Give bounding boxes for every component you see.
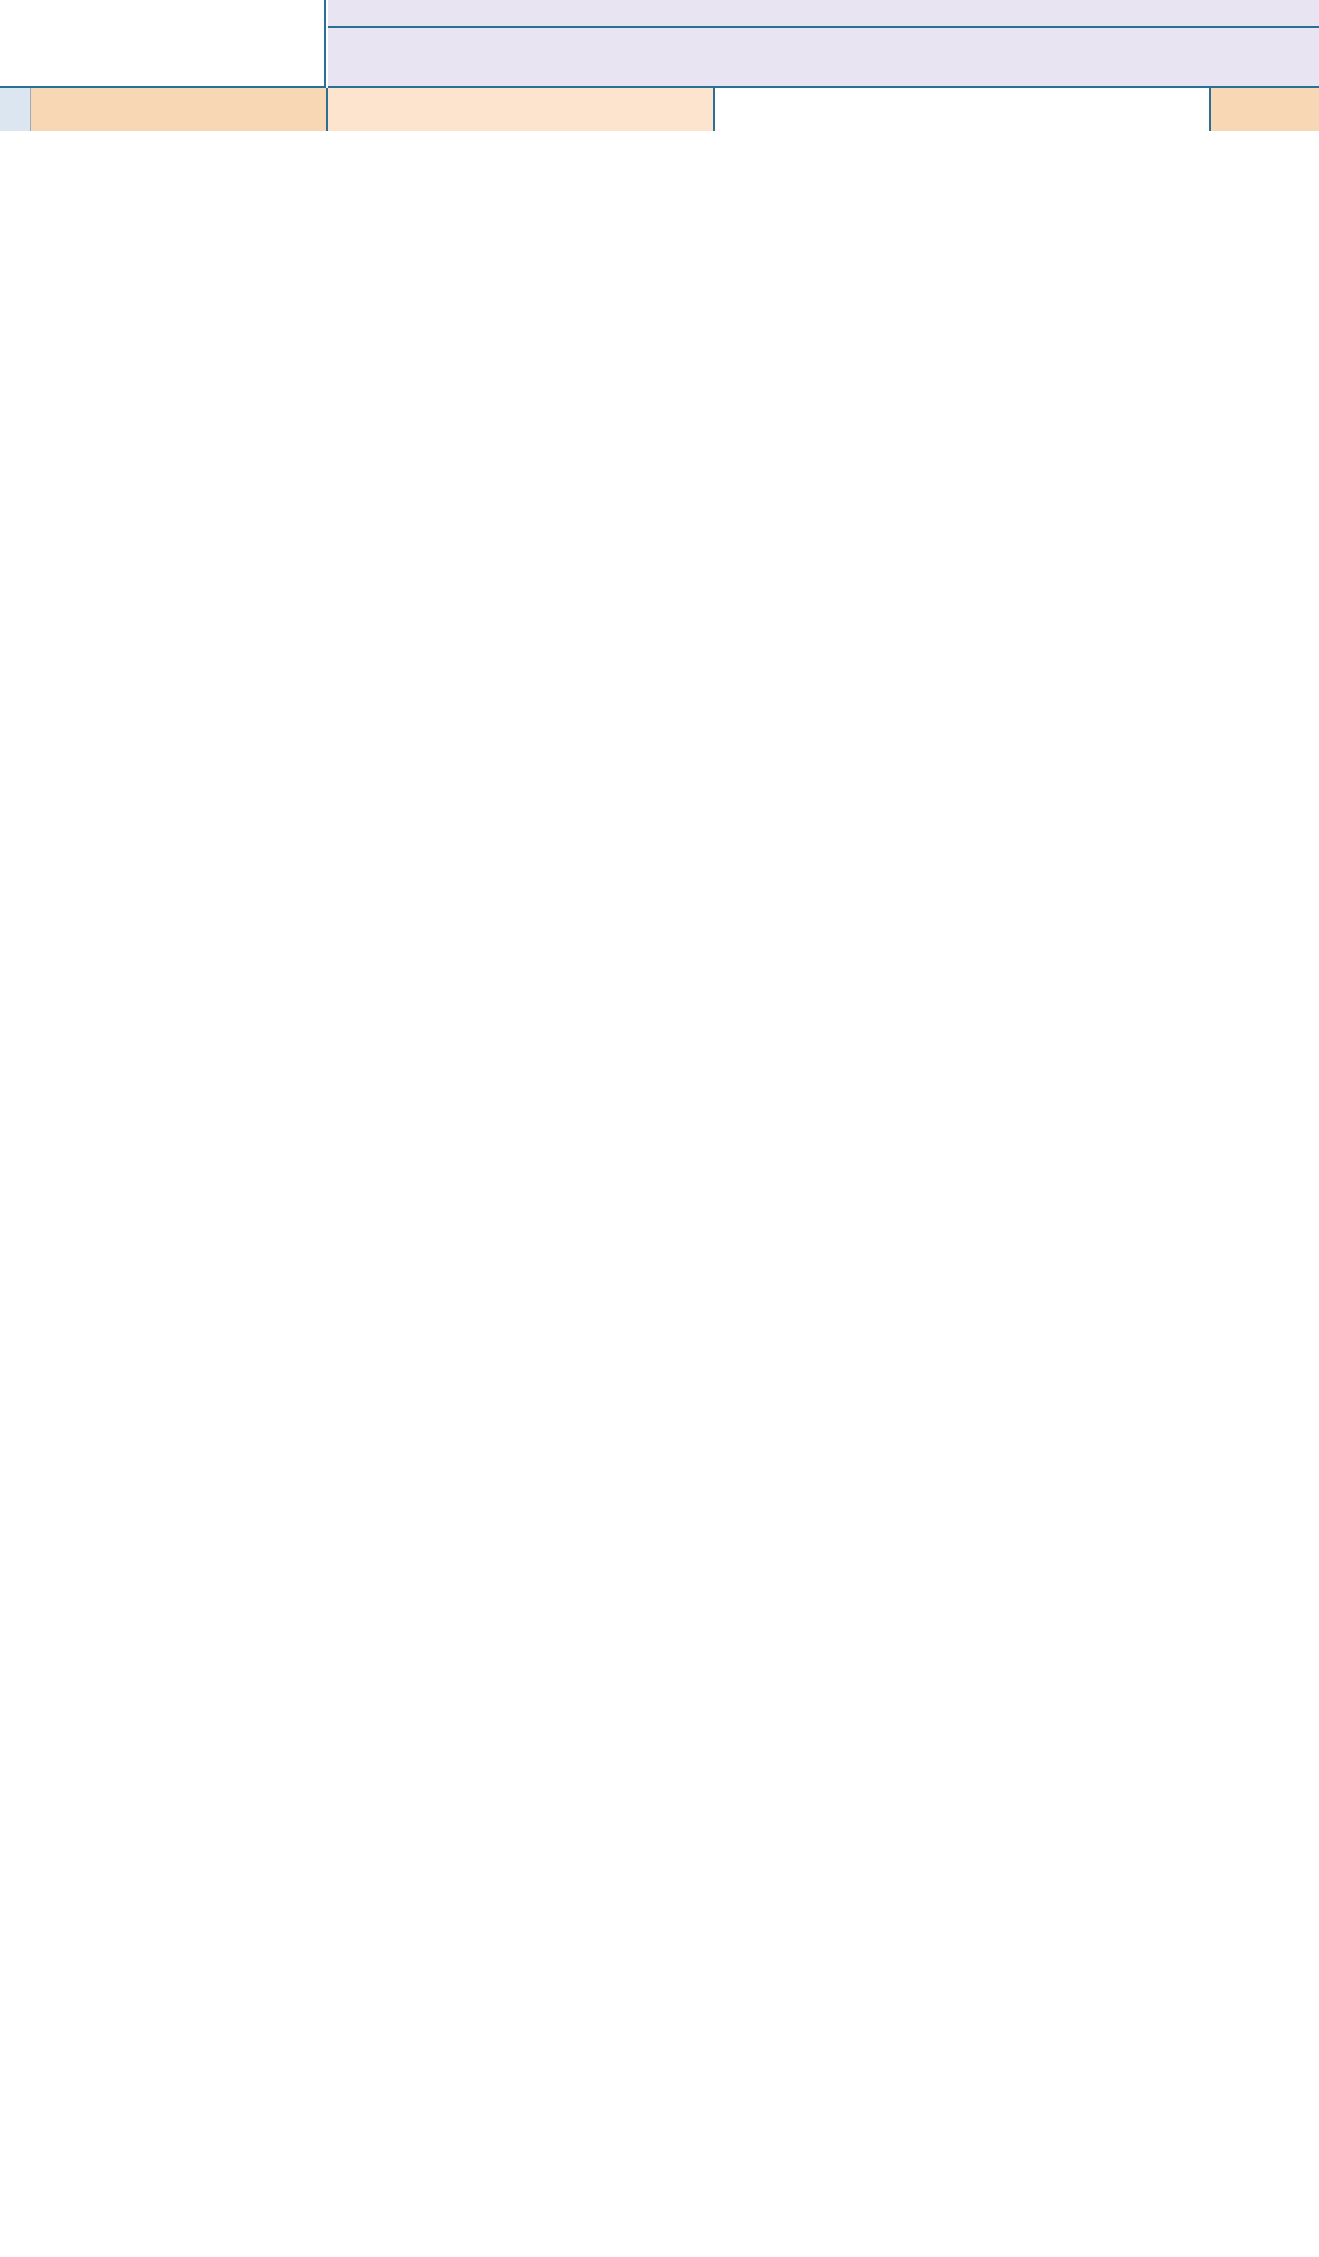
header-tt <box>0 88 31 131</box>
banner-title <box>328 0 1319 28</box>
header-dan <box>326 88 715 131</box>
header-member <box>31 88 326 131</box>
header-total <box>1209 88 1319 131</box>
month-title <box>328 28 1319 88</box>
site-logo[interactable] <box>0 0 326 88</box>
